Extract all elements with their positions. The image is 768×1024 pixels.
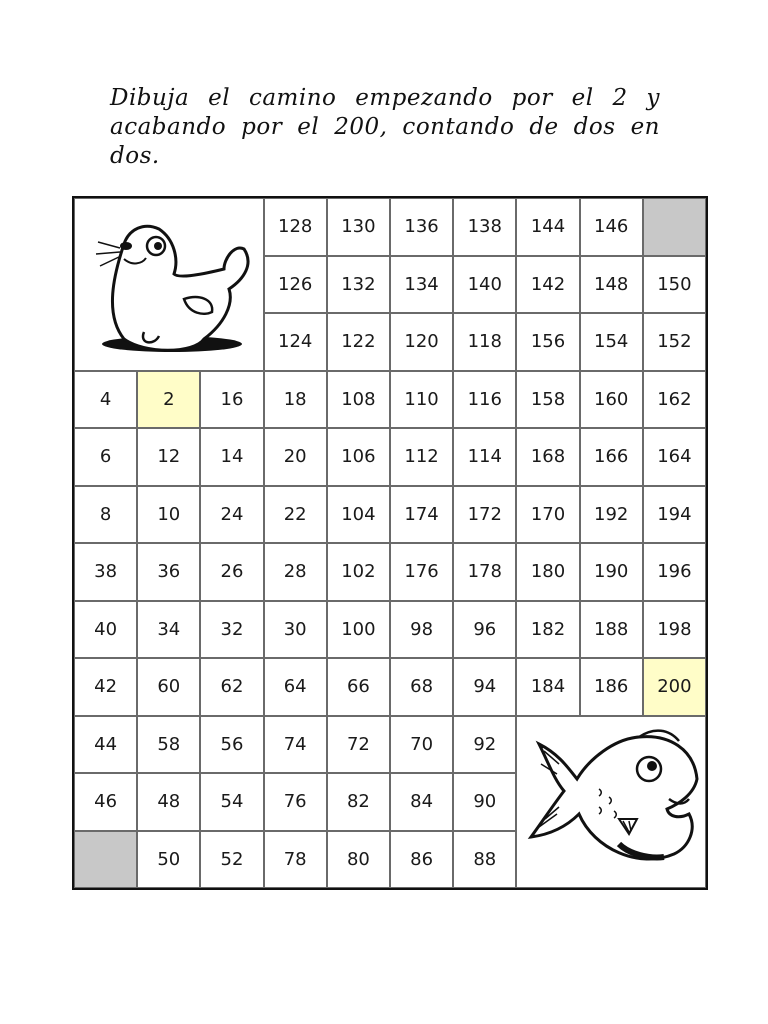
number-cell: 132 [327, 256, 390, 314]
number-cell: 88 [453, 831, 516, 889]
number-cell: 100 [327, 601, 390, 659]
number-cell: 24 [200, 486, 263, 544]
number-cell: 52 [200, 831, 263, 889]
fish-illustration [516, 716, 706, 889]
number-cell: 46 [74, 773, 137, 831]
number-cell: 60 [137, 658, 200, 716]
number-cell: 50 [137, 831, 200, 889]
number-cell: 120 [390, 313, 453, 371]
number-cell: 174 [390, 486, 453, 544]
number-cell: 16 [200, 371, 263, 429]
number-cell: 170 [516, 486, 579, 544]
number-cell: 10 [137, 486, 200, 544]
number-cell: 116 [453, 371, 516, 429]
number-cell: 184 [516, 658, 579, 716]
number-cell: 186 [580, 658, 643, 716]
seal-illustration [74, 198, 264, 371]
number-cell: 124 [264, 313, 327, 371]
number-cell: 122 [327, 313, 390, 371]
number-cell: 114 [453, 428, 516, 486]
number-cell: 158 [516, 371, 579, 429]
number-cell: 92 [453, 716, 516, 774]
number-cell: 14 [200, 428, 263, 486]
number-cell: 134 [390, 256, 453, 314]
start-cell: 2 [137, 371, 200, 429]
number-cell: 140 [453, 256, 516, 314]
number-cell: 138 [453, 198, 516, 256]
number-cell: 90 [453, 773, 516, 831]
number-cell: 154 [580, 313, 643, 371]
seal-icon [84, 204, 254, 364]
number-cell: 36 [137, 543, 200, 601]
number-cell: 64 [264, 658, 327, 716]
number-cell: 136 [390, 198, 453, 256]
blank-cell [74, 831, 137, 889]
number-cell: 54 [200, 773, 263, 831]
number-cell: 58 [137, 716, 200, 774]
number-cell: 80 [327, 831, 390, 889]
number-cell: 152 [643, 313, 706, 371]
number-cell: 198 [643, 601, 706, 659]
number-cell: 150 [643, 256, 706, 314]
number-cell: 66 [327, 658, 390, 716]
number-cell: 144 [516, 198, 579, 256]
instructions-text: Dibuja el camino empezando por el 2 y acabando por el 200, contando de dos en dos. [110, 85, 660, 169]
number-cell: 98 [390, 601, 453, 659]
number-cell: 12 [137, 428, 200, 486]
blank-cell [643, 198, 706, 256]
number-cell: 168 [516, 428, 579, 486]
number-cell: 56 [200, 716, 263, 774]
number-cell: 94 [453, 658, 516, 716]
number-cell: 106 [327, 428, 390, 486]
number-cell: 110 [390, 371, 453, 429]
number-cell: 68 [390, 658, 453, 716]
number-cell: 178 [453, 543, 516, 601]
number-cell: 72 [327, 716, 390, 774]
number-cell: 190 [580, 543, 643, 601]
number-cell: 182 [516, 601, 579, 659]
number-cell: 4 [74, 371, 137, 429]
number-cell: 126 [264, 256, 327, 314]
number-cell: 34 [137, 601, 200, 659]
number-cell: 42 [74, 658, 137, 716]
number-cell: 156 [516, 313, 579, 371]
number-cell: 194 [643, 486, 706, 544]
number-cell: 20 [264, 428, 327, 486]
number-cell: 104 [327, 486, 390, 544]
number-cell: 28 [264, 543, 327, 601]
number-cell: 38 [74, 543, 137, 601]
number-cell: 84 [390, 773, 453, 831]
number-cell: 62 [200, 658, 263, 716]
fish-icon [519, 719, 704, 884]
number-cell: 6 [74, 428, 137, 486]
number-cell: 78 [264, 831, 327, 889]
number-cell: 8 [74, 486, 137, 544]
number-cell: 146 [580, 198, 643, 256]
number-cell: 162 [643, 371, 706, 429]
number-cell: 118 [453, 313, 516, 371]
number-cell: 172 [453, 486, 516, 544]
number-cell: 148 [580, 256, 643, 314]
end-cell: 200 [643, 658, 706, 716]
number-cell: 112 [390, 428, 453, 486]
number-cell: 70 [390, 716, 453, 774]
number-cell: 26 [200, 543, 263, 601]
number-cell: 196 [643, 543, 706, 601]
number-cell: 96 [453, 601, 516, 659]
number-cell: 188 [580, 601, 643, 659]
number-cell: 128 [264, 198, 327, 256]
number-cell: 74 [264, 716, 327, 774]
number-cell: 44 [74, 716, 137, 774]
number-maze-grid [72, 196, 708, 890]
number-cell: 176 [390, 543, 453, 601]
number-cell: 142 [516, 256, 579, 314]
number-cell: 30 [264, 601, 327, 659]
number-cell: 166 [580, 428, 643, 486]
number-cell: 48 [137, 773, 200, 831]
number-cell: 108 [327, 371, 390, 429]
number-cell: 102 [327, 543, 390, 601]
number-cell: 40 [74, 601, 137, 659]
number-cell: 180 [516, 543, 579, 601]
number-cell: 192 [580, 486, 643, 544]
number-cell: 160 [580, 371, 643, 429]
number-cell: 18 [264, 371, 327, 429]
number-cell: 130 [327, 198, 390, 256]
number-cell: 76 [264, 773, 327, 831]
number-cell: 86 [390, 831, 453, 889]
number-cell: 82 [327, 773, 390, 831]
number-cell: 164 [643, 428, 706, 486]
number-cell: 32 [200, 601, 263, 659]
number-cell: 22 [264, 486, 327, 544]
